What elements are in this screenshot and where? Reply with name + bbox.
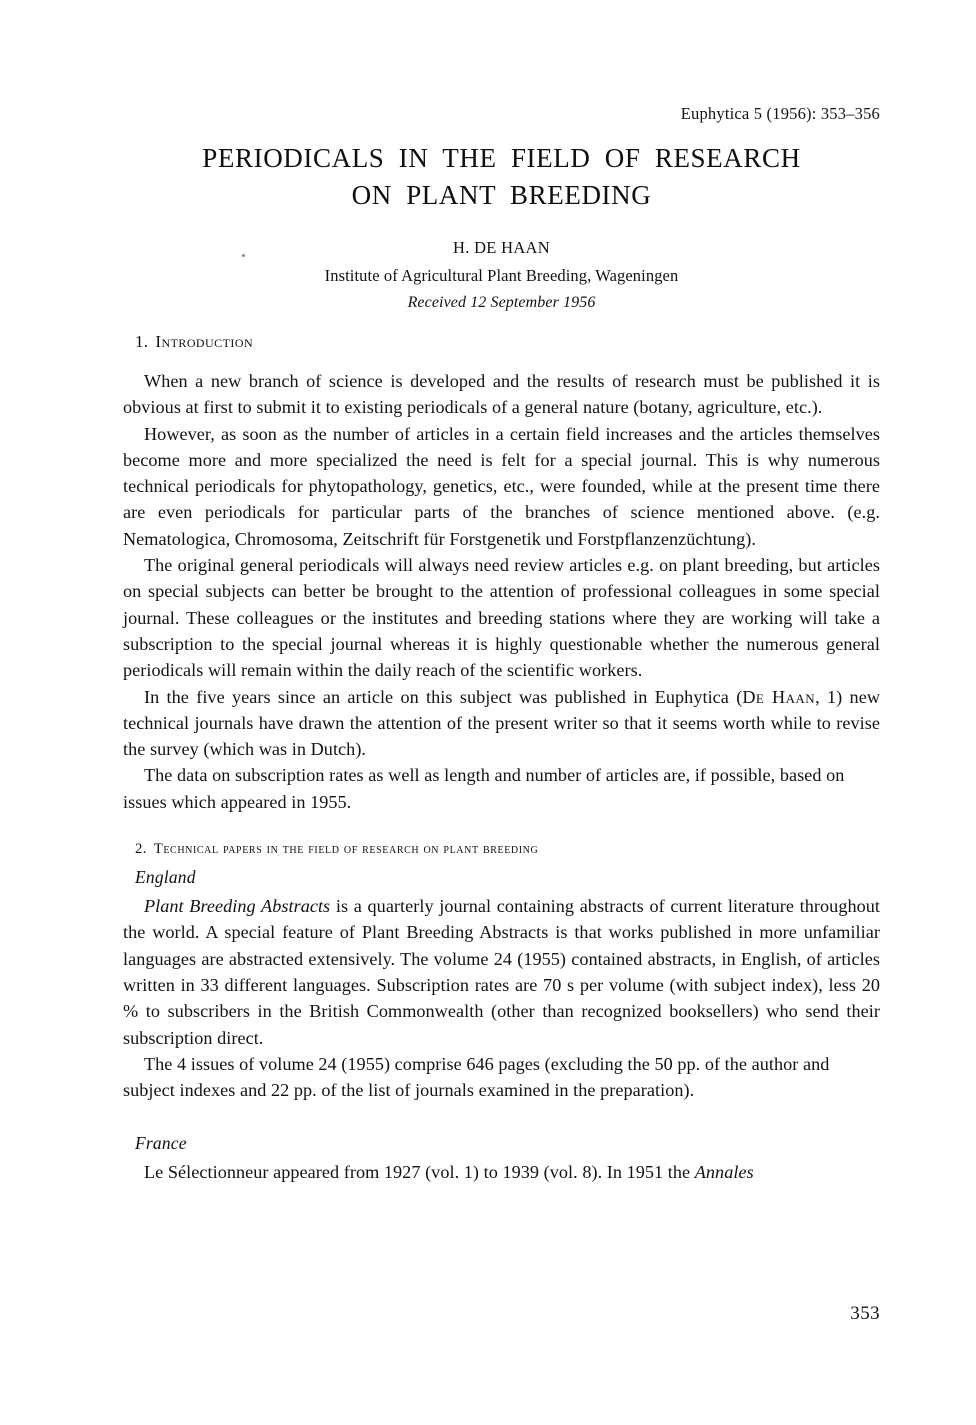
citation-text-after: , 1) new technical journals have drawn the attention of the present writer so that it seems worth while to revise the survey (which was in Dutch).	[123, 686, 880, 760]
paragraph-intro-4: The data on subscription rates as well as length and number of articles are, if possible, based on issues which appeared in 1955.	[123, 765, 845, 812]
title-line-2: ON PLANT BREEDING	[351, 179, 652, 210]
citation-text-before: In the five years since an article on this subject was published in Euphytica (	[144, 686, 743, 707]
title-line-1: PERIODICALS IN THE FIELD OF RESEARCH	[202, 143, 801, 173]
country-heading-england: England	[135, 867, 196, 888]
citation-author: De Haan	[742, 686, 816, 707]
section-heading-technical-papers	[135, 841, 880, 858]
section-title-technical-papers: Technical papers in the field of research on plant breeding	[153, 841, 539, 858]
article-title	[123, 140, 880, 213]
paragraph-england-2: The 4 issues of volume 24 (1955) comprise 646 pages (excluding the 50 pp. of the author and subject indexes and 22 pp. of the list of journals examined in the preparation).	[123, 1053, 830, 1101]
byline	[123, 236, 880, 315]
section-heading-introduction	[135, 332, 880, 352]
body-column	[123, 332, 880, 1186]
paragraph-england-1	[123, 893, 880, 1051]
author-affiliation: Institute of Agricultural Plant Breeding, Wageningen	[324, 265, 679, 285]
journal-title-plant-breeding-abstracts: Plant Breeding Abstracts	[144, 896, 331, 917]
paragraph-england-1-text: is a quarterly journal containing abstracts of current literature throughout the world. A special feature of Plant Breeding Abstracts is that works published in more unfamiliar languages are abstracted extensively. The volume 24 (1955) contained abstracts, in English, of articles written in 33 different languages. Subscription rates are 70 s per volume (with subject index), less 20 % to subscribers in the British Commonwealth (other than recognized booksellers) who send their subscription direct.	[123, 896, 880, 1048]
paragraph-intro-3: The original general periodicals will always need review articles e.g. on plant breeding, but articles on special subjects can better be brought to the attention of professional colleagues in some special journal. These colleagues or the institutes and breeding stations where they are working will take a subscription to the special journal whereas it is highly questionable whether the numerous general periodicals will remain within the daily reach of the scientific workers.	[123, 555, 880, 681]
received-date: Received 12 September 1956	[407, 293, 596, 311]
section-number-1: 1.	[135, 332, 149, 351]
section-number-2: 2.	[135, 841, 147, 858]
country-heading-france: France	[135, 1133, 187, 1154]
author-name: H. DE HAAN	[453, 238, 550, 257]
paragraph-france-1	[123, 1159, 880, 1185]
paragraph-intro-citation	[123, 684, 880, 763]
paragraph-intro-2: However, as soon as the number of articles in a certain field increases and the articles themselves become more and more specialized the need is felt for a special journal. This is why numerous technical periodicals for phytopathology, genetics, etc., were founded, while at the present time there are even periodicals for particular parts of the branches of science mentioned above. (e.g. Nematologica, Chromosoma, Zeitschrift für Forstgenetik und Forstpflanzenzüchtung).	[123, 423, 880, 549]
section-title-introduction: Introduction	[155, 332, 254, 351]
page-number: 353	[850, 1303, 880, 1324]
journal-title-annales: Annales	[694, 1162, 754, 1183]
scan-artifact-speck	[242, 254, 245, 257]
paragraph-intro-1: When a new branch of science is developed and the results of research must be published it is obvious at first to submit it to existing periodicals of a general nature (botany, agriculture, etc.).	[123, 371, 880, 418]
running-head: Euphytica 5 (1956): 353–356	[680, 104, 880, 123]
paragraph-france-1-text: Le Sélectionneur appeared from 1927 (vol. 1) to 1939 (vol. 8). In 1951 the	[144, 1162, 695, 1183]
